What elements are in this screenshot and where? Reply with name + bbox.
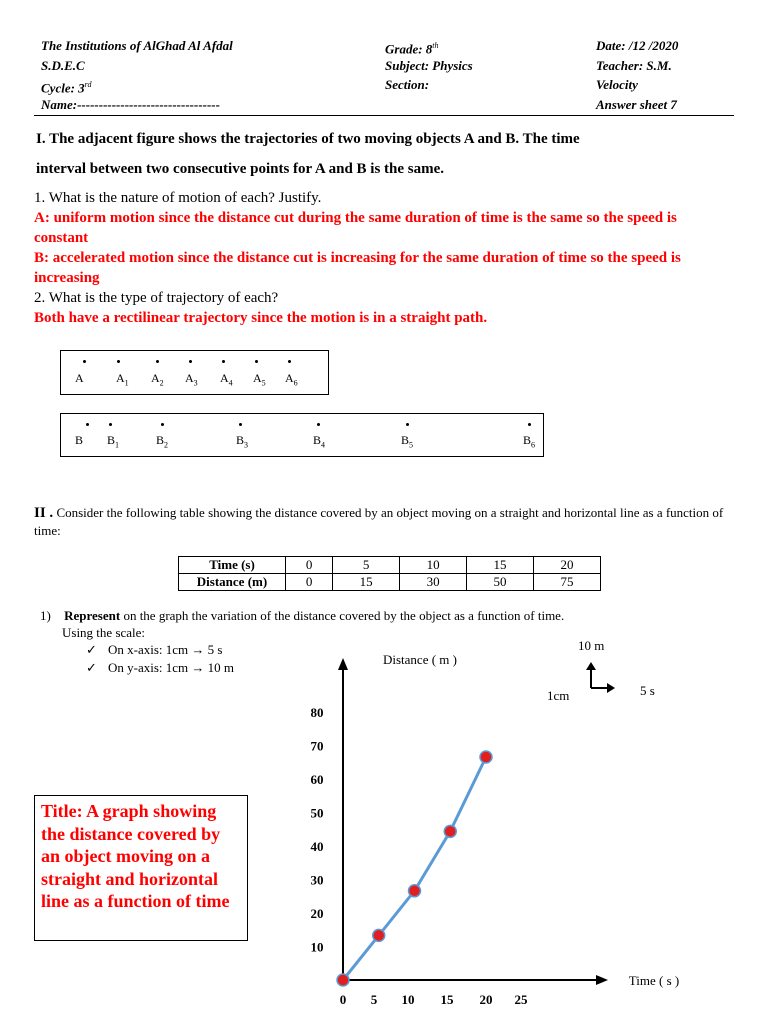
header-right [596, 36, 678, 114]
scale-x: ✓ On x-axis: 1cm → 5 s [86, 642, 223, 657]
x-tick-label: 25 [514, 992, 528, 1007]
data-point [337, 974, 349, 986]
part2-numeral: II . [34, 505, 54, 521]
subject: Subject: Physics [385, 57, 473, 73]
y-tick-label: 30 [310, 872, 324, 888]
header-left [41, 36, 233, 114]
trajectory-b-point [161, 423, 164, 426]
trajectory-a-box [60, 350, 329, 395]
trajectory-b-label: $B_1$ [107, 433, 120, 450]
table-cell: 20 [534, 557, 601, 574]
trajectory-a-point [288, 360, 291, 363]
part1-heading-line2: interval between two consecutive points for A and B is the same. [36, 161, 445, 177]
data-point [444, 825, 456, 837]
trajectory-a-label: $A_2$ [151, 371, 164, 388]
trajectory-a-label: $A_5$ [253, 371, 266, 388]
table-cell: 75 [534, 574, 601, 591]
trajectory-b-label: $B_4$ [313, 433, 326, 450]
answer-2: Both have a rectilinear trajectory since the motion is in a straight path. [34, 310, 488, 326]
y-tick-label: 10 [310, 939, 324, 955]
trajectory-b-label: $B_3$ [236, 433, 249, 450]
teacher: Teacher: S.M. [596, 57, 672, 73]
trajectory-b-point [528, 423, 531, 426]
trajectory-b-label: $B_6$ [523, 433, 536, 450]
trajectory-a-point [156, 360, 159, 363]
topic: Velocity [596, 77, 638, 92]
part1-heading-line1: I. The adjacent figure shows the trajectories of two moving objects A and B. The time [36, 131, 580, 147]
table-cell: 15 [333, 574, 400, 591]
answer-a: A: uniform motion since the distance cut during the same duration of time is the same so the speed is constant [34, 210, 677, 246]
trajectory-b-box [60, 413, 544, 457]
trajectory-b-point [86, 423, 89, 426]
data-point [409, 885, 421, 897]
distance-time-chart [0, 640, 768, 1024]
grade: Grade: 8th [385, 41, 439, 57]
y-axis-label: Distance ( m ) [382, 652, 458, 667]
table-cell: 0 [286, 557, 333, 574]
y-tick-label: 50 [310, 805, 324, 821]
question-1: 1. What is the nature of motion of each? Justify. [34, 190, 322, 206]
table-header-time: Time (s) [179, 557, 286, 574]
table-cell: 50 [467, 574, 534, 591]
y-tick-label: 80 [310, 705, 324, 720]
x-tick-label: 15 [440, 992, 454, 1007]
trajectory-b-label: $B_2$ [156, 433, 169, 450]
check-icon: ✓ [86, 642, 97, 657]
name-line: Name:--------------------------------- [41, 96, 220, 112]
y-tick-label: 70 [310, 738, 324, 754]
y-axis-arrow [338, 658, 348, 670]
trajectory-a-point [117, 360, 120, 363]
legend-5s: 5 s [640, 683, 655, 698]
institution-name: The Institutions of AlGhad Al Afdal [41, 38, 233, 53]
trajectory-a-label: $A_6$ [285, 371, 298, 388]
legend-10m: 10 m [578, 638, 605, 653]
table-cell: 0 [286, 574, 333, 591]
trajectory-a-point [222, 360, 225, 363]
trajectory-b-label: $B_5$ [401, 433, 414, 450]
represent-rest: on the graph the variation of the distance covered by the object as a function of time. [120, 608, 565, 623]
date: Date: /12 /2020 [596, 38, 679, 53]
legend-1cm: 1cm [547, 688, 570, 703]
graph-title-text: Title: A graph showing the distance covered by an object moving on a straight and horizontal line as a function of time [41, 801, 230, 911]
trajectory-a-label: A [75, 371, 84, 385]
header-divider [34, 115, 734, 116]
header-middle [385, 36, 473, 95]
data-point [373, 929, 385, 941]
x-axis-label: Time ( s ) [628, 973, 680, 988]
sheet-title: Answer sheet 7 [596, 96, 677, 112]
y-tick-label: 60 [310, 772, 324, 787]
x-tick-label: 0 [339, 992, 347, 1007]
scale-intro: Using the scale: [62, 625, 146, 640]
represent-instruction [40, 607, 740, 624]
part1-answers [34, 188, 734, 328]
check-icon: ✓ [86, 660, 97, 675]
table-cell: 5 [333, 557, 400, 574]
data-point [480, 751, 492, 763]
section: Section: [385, 77, 430, 92]
table-row [179, 557, 601, 574]
answer-b: B: accelerated motion since the distance cut is increasing for the same duration of time so the speed is increasing [34, 250, 681, 286]
part2-intro [34, 504, 739, 540]
series-line [343, 757, 486, 980]
table-cell: 10 [400, 557, 467, 574]
scale-y: ✓ On y-axis: 1cm → 10 m [86, 660, 235, 675]
trajectory-b-point [239, 423, 242, 426]
trajectory-b-point [317, 423, 320, 426]
table-header-distance: Distance (m) [179, 574, 286, 591]
table-row [179, 574, 601, 591]
table-cell: 15 [467, 557, 534, 574]
y-tick-label: 20 [310, 906, 324, 921]
question-2: 2. What is the type of trajectory of each? [34, 290, 279, 306]
x-axis-arrow [596, 975, 608, 985]
trajectory-a-label: $A_1$ [116, 371, 129, 388]
org-name: S.D.E.C [41, 57, 85, 73]
trajectory-b-point [406, 423, 409, 426]
x-tick-label: 5 [370, 992, 378, 1007]
trajectory-a-point [83, 360, 86, 363]
trajectory-a-point [189, 360, 192, 363]
table-cell: 30 [400, 574, 467, 591]
x-tick-label: 10 [401, 992, 415, 1007]
y-tick-label: 40 [310, 839, 324, 854]
trajectory-a-point [255, 360, 258, 363]
trajectory-b-label: B [75, 433, 84, 447]
trajectory-a-label: $A_4$ [220, 371, 233, 388]
item-number: 1) [40, 608, 51, 623]
x-tick-label: 20 [479, 992, 493, 1007]
trajectory-a-label: $A_3$ [185, 371, 198, 388]
trajectory-b-point [109, 423, 112, 426]
cycle: Cycle: 3rd [41, 80, 92, 96]
data-table [178, 556, 601, 591]
represent-word: Represent [64, 608, 121, 623]
part2-intro-text: Consider the following table showing the distance covered by an object moving on a straight and horizontal line as a function of time: [34, 505, 724, 538]
